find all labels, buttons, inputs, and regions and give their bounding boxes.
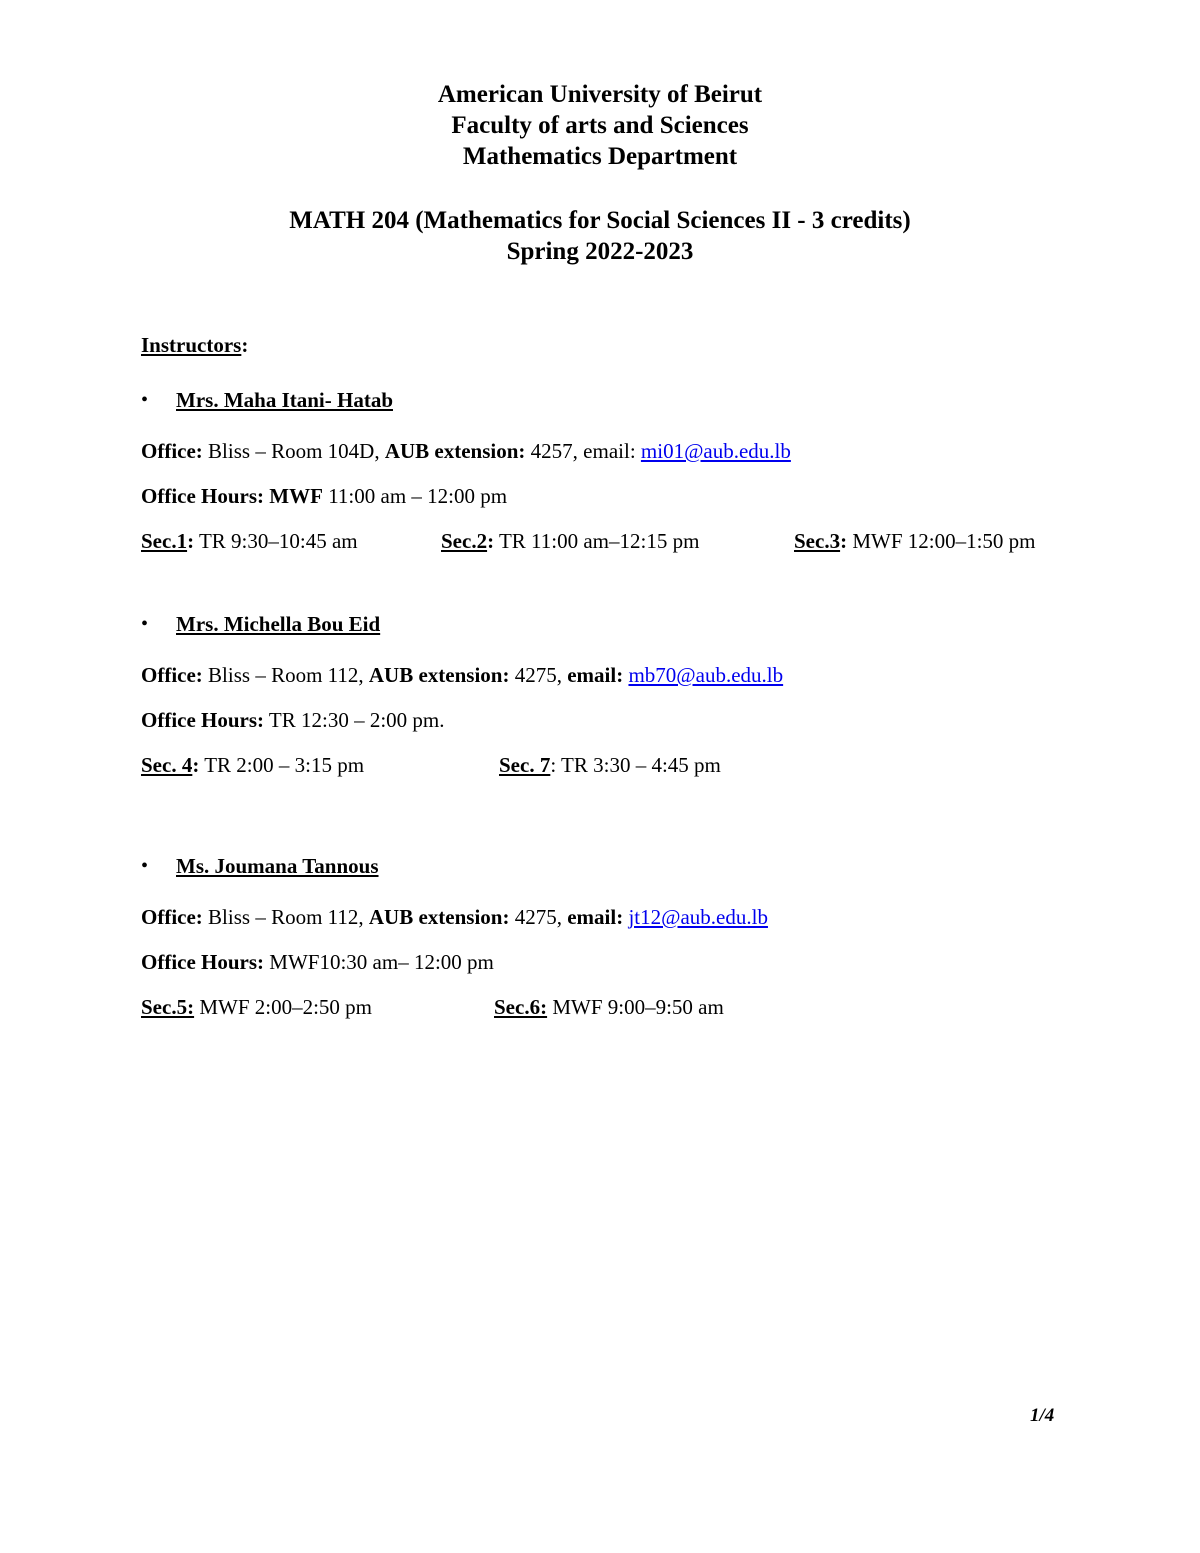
- page-number: 1/4: [1030, 1405, 1055, 1426]
- office-line: [141, 662, 783, 688]
- bullet-icon: •: [141, 613, 149, 635]
- instructor-name: Mrs. Maha Itani- Hatab: [176, 388, 393, 412]
- course-header: [0, 205, 1200, 267]
- section-label: Sec.6:: [494, 995, 548, 1019]
- email-label: email:: [567, 663, 629, 687]
- extension-label: AUB extension:: [368, 905, 510, 929]
- office-value: Bliss – Room 104D,: [202, 439, 385, 463]
- section-label: Sec. 7: [499, 753, 551, 777]
- section-entry: [141, 994, 372, 1020]
- section-label: Sec.5:: [141, 995, 195, 1019]
- office-value: Bliss – Room 112,: [202, 905, 369, 929]
- document-header: [0, 79, 1200, 172]
- office-hours-line: [141, 707, 445, 733]
- section-label: Sec.2: [441, 529, 488, 553]
- email-label: email:: [567, 905, 629, 929]
- section-schedule: TR 2:00 – 3:15 pm: [199, 753, 365, 777]
- office-label: Office:: [141, 439, 203, 463]
- office-hours-label: Office Hours:: [141, 708, 265, 732]
- section-entry: Sec. 4: TR 2:00 – 3:15 pm: [141, 753, 365, 777]
- university-name: American University of Beirut: [437, 81, 763, 108]
- section-schedule: MWF 12:00–1:50 pm: [847, 529, 1036, 553]
- extension-value: 4275,: [509, 663, 568, 687]
- extension-label: AUB extension:: [368, 663, 510, 687]
- section-schedule: MWF 9:00–9:50 am: [547, 995, 724, 1019]
- course-title: MATH 204 (Mathematics for Social Sciences II - 3 credits): [289, 207, 911, 234]
- office-hours-value: 11:00 am – 12:00 pm: [322, 484, 508, 508]
- office-hours-days: MWF: [269, 484, 323, 508]
- office-label: Office:: [141, 905, 203, 929]
- section-schedule: MWF 2:00–2:50 pm: [194, 995, 373, 1019]
- office-line: [141, 438, 791, 464]
- bullet-icon: •: [141, 855, 149, 877]
- department-name: Mathematics Department: [462, 143, 738, 170]
- instructor-name: Ms. Joumana Tannous: [176, 854, 379, 878]
- section-entry: Sec. 7: TR 3:30 – 4:45 pm: [499, 753, 721, 777]
- faculty-name: Faculty of arts and Sciences: [451, 112, 749, 139]
- section-entry: Sec.2: TR 11:00 am–12:15 pm: [441, 529, 700, 553]
- bullet-icon: •: [141, 389, 149, 411]
- office-value: Bliss – Room 112,: [202, 663, 369, 687]
- extension-value: 4275,: [509, 905, 568, 929]
- office-hours-value: TR 12:30 – 2:00 pm.: [264, 708, 445, 732]
- office-line: [141, 904, 768, 930]
- section-label: Sec.1: [141, 529, 188, 553]
- section-entry: Sec.3: MWF 12:00–1:50 pm: [794, 529, 1036, 553]
- office-hours-value: MWF10:30 am– 12:00 pm: [264, 950, 494, 974]
- section-entry: Sec.1: TR 9:30–10:45 am: [141, 529, 358, 553]
- extension-label: AUB extension:: [384, 439, 526, 463]
- section-schedule: TR 9:30–10:45 am: [194, 529, 358, 553]
- section-schedule: TR 11:00 am–12:15 pm: [494, 529, 700, 553]
- email-label: email:: [583, 439, 641, 463]
- office-hours-label: Office Hours:: [141, 950, 265, 974]
- section-entry: [494, 994, 724, 1020]
- office-hours-line: [141, 483, 507, 509]
- email-link[interactable]: jt12@aub.edu.lb: [628, 905, 768, 929]
- email-link[interactable]: mb70@aub.edu.lb: [628, 663, 784, 687]
- office-label: Office:: [141, 663, 203, 687]
- course-term: Spring 2022-2023: [506, 238, 694, 265]
- email-link[interactable]: mi01@aub.edu.lb: [640, 439, 791, 463]
- extension-value: 4257,: [525, 439, 584, 463]
- instructors-heading: Instructors:: [141, 333, 249, 357]
- instructor-name: Mrs. Michella Bou Eid: [176, 612, 381, 636]
- office-hours-line: [141, 949, 494, 975]
- section-label: Sec.3: [794, 529, 841, 553]
- section-schedule: TR 3:30 – 4:45 pm: [556, 753, 721, 777]
- section-label: Sec. 4: [141, 753, 193, 777]
- office-hours-label: Office Hours:: [141, 484, 265, 508]
